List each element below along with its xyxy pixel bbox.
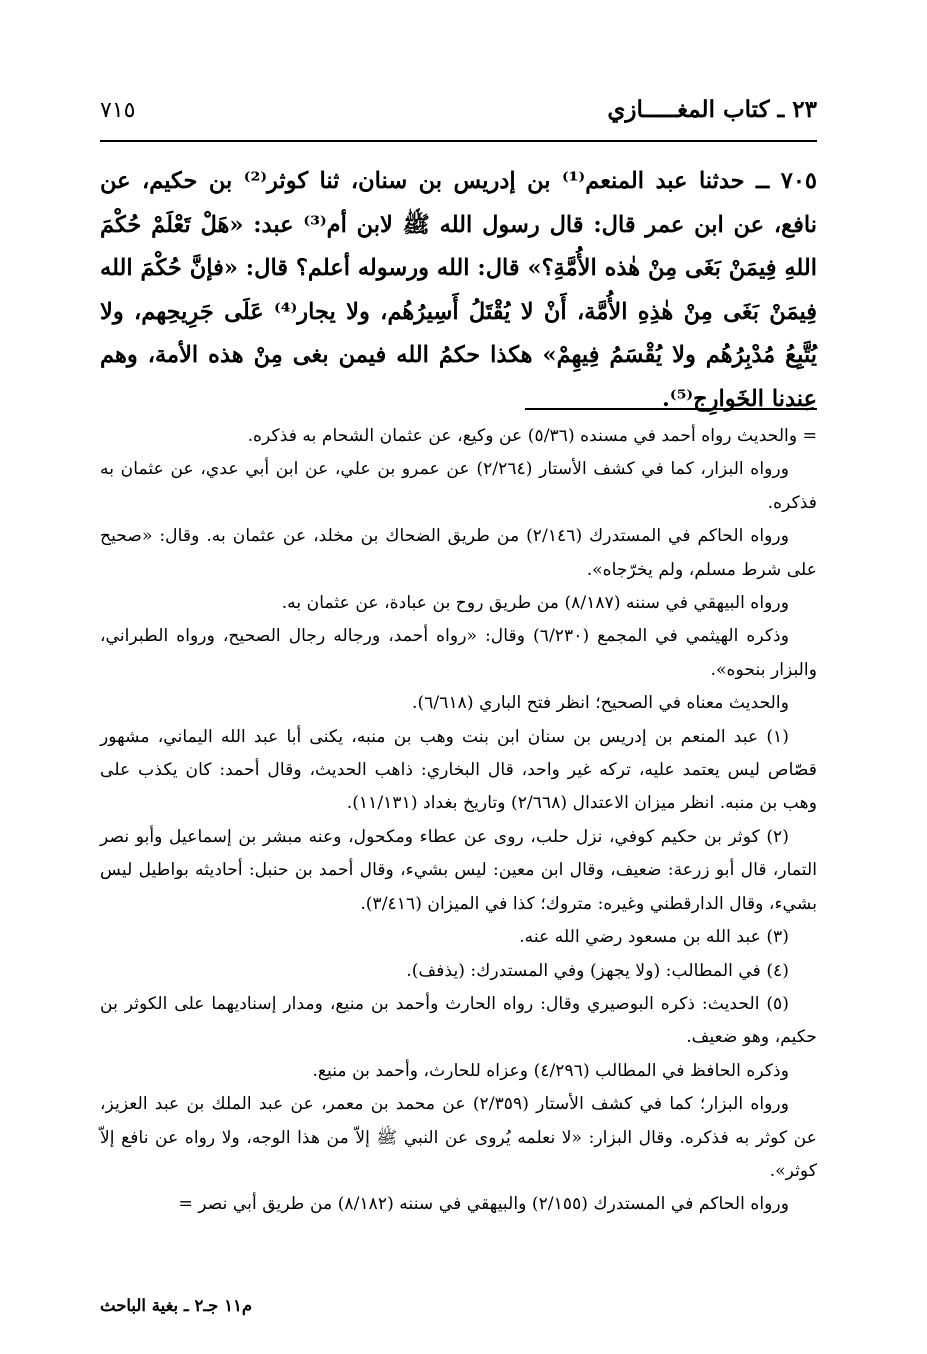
hadith-number: ٧٠٥ xyxy=(780,168,817,194)
footnote-4: (٤) في المطالب: (ولا يجهز) وفي المستدرك: (يذفف). xyxy=(406,960,789,981)
footnote-line: ورواه البيهقي في سننه (٨/١٨٧) من طريق روح بن عبادة، عن عثمان به. xyxy=(281,593,789,614)
footnotes xyxy=(100,420,817,1222)
header-rule xyxy=(100,140,817,142)
footnote-2: (٢) كوثر بن حكيم كوفي، نزل حلب، روى عن عطاء ومكحول، وعنه مبشر بن إسماعيل وأبو نصر التمار، قال أبو زرعة: ضعيف، وقال ابن معين: ليس بشيء، وقال أحمد بن حنبل: أحاديثه بواطيل ليس بشيء، وقال الدارقطني وغيره: متروك؛ كذا في الميزان (٣/٤١٦). xyxy=(100,826,817,914)
footnote-line: ورواه الحاكم في المستدرك (٢/١٤٦) من طريق الضحاك بن مخلد، عن عثمان به. وقال: «صحيح على شرط مسلم، ولم يخرّجاه». xyxy=(100,526,817,580)
footnote-3: (٣) عبد الله بن مسعود رضي الله عنه. xyxy=(519,927,789,948)
footnote-separator xyxy=(525,408,817,410)
signature-mark: م١١ جـ٢ ـ بغية الباحث xyxy=(100,1296,253,1315)
hadith-body: ــ حدثنا عبد المنعم⁽¹⁾ بن إدريس بن سنان، ثنا كوثر⁽²⁾ بن حكيم، عن نافع، عن ابن عمر قال: قال رسول الله ﷺ لابن أم⁽³⁾ عبد: «هَلْ تَعْلَمْ حُكْمَ اللهِ فِيمَنْ بَغَى مِنْ هٰذه الأُمَّةِ؟» قال: الله ورسوله أعلم؟ قال: «فإنَّ حُكْمَ الله فِيمَنْ بَغَى مِنْ هٰذِهِ الأُمَّة، أَنْ لا يُقْتَلُ أَسِيرُهُم، ولا يجار⁽⁴⁾ عَلَى جَرِيحِهم، ولا يُتَّبِعُ مُدْبِرُهُم ولا يُقْسَمُ فِيهِمْ» هكذا حكمُ الله فيمن بغى مِنْ هذه الأمة، وهم عِندنا الخَوارِج⁽⁵⁾. xyxy=(100,168,817,412)
footnote-line: ورواه البزار، كما في كشف الأستار (٢/٢٦٤) عن عمرو بن علي، عن ابن أبي عدي، عن عثمان به فذكره. xyxy=(100,459,817,513)
chapter-title: ٢٣ ـ كتاب المغـــــازي xyxy=(607,96,817,123)
footnote-line: وذكره الحافظ في المطالب (٤/٢٩٦) وعزاه للحارث، وأحمد بن منيع. xyxy=(312,1060,789,1081)
footnote-line: وذكره الهيثمي في المجمع (٦/٢٣٠) وقال: «رواه أحمد، ورجاله رجال الصحيح، ورواه الطبراني، والبزار بنحوه». xyxy=(100,626,817,680)
page-header xyxy=(100,92,817,132)
footnote-line: والحديث معناه في الصحيح؛ انظر فتح الباري (٦/٦١٨). xyxy=(412,693,789,714)
footnote-line: = والحديث رواه أحمد في مسنده (٥/٣٦) عن وكيع، عن عثمان الشحام به فذكره. xyxy=(247,426,817,446)
hadith-text xyxy=(100,160,817,421)
footnote-line: ورواه البزار؛ كما في كشف الأستار (٢/٣٥٩) عن محمد بن معمر، عن عبد الملك بن عبد العزيز، عن كوثر به فذكره. وقال البزار: «لا نعلمه يُروى عن النبي ﷺ إلاّ من هذا الوجه، ولا رواه عن نافع إلاّ كوثر». xyxy=(100,1094,817,1181)
footnote-5: (٥) الحديث: ذكره البوصيري وقال: رواه الحارث وأحمد بن منيع، ومدار إسناديهما على الكوثر بن حكيم، وهو ضعيف. xyxy=(100,993,817,1048)
page-number: ٧١٥ xyxy=(100,98,136,123)
footnote-1: (١) عبد المنعم بن إدريس بن سنان ابن بنت وهب بن منبه، يكنى أبا عبد الله اليماني، مشهور قصّاص ليس يعتمد عليه، تركه غير واحد، قال البخاري: ذاهب الحديث، وقال أحمد: كان يكذب على وهب بن منبه. انظر ميزان الاعتدال (٢/٦٦٨) وتاريخ بغداد (١١/١٣١). xyxy=(100,726,817,814)
footnote-line: ورواه الحاكم في المستدرك (٢/١٥٥) والبيهقي في سننه (٨/١٨٢) من طريق أبي نصر = xyxy=(178,1194,789,1215)
